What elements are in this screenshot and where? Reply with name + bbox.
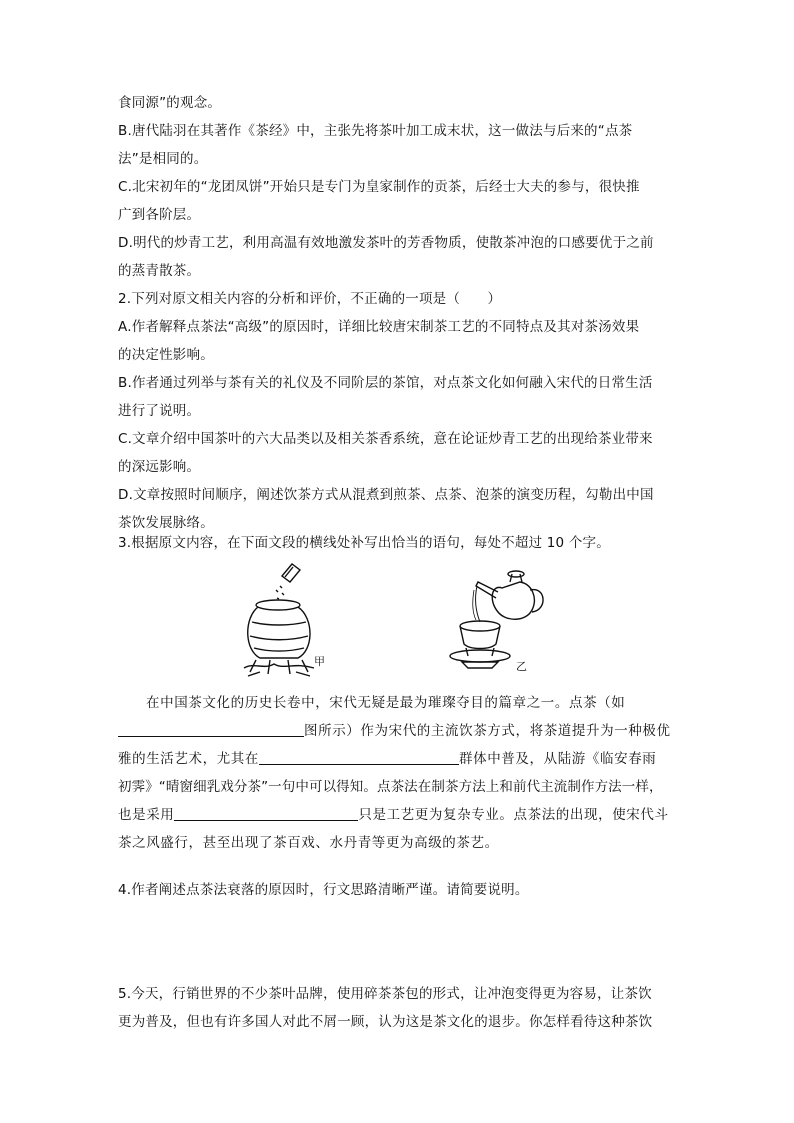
passage-line-6: 茶之风盛行，甚至出现了茶百戏、水丹青等更为高级的茶艺。	[118, 835, 499, 851]
option-c: C.北宋初年的“龙团凤饼”开始只是专门为皇家制作的贡茶，后经士大夫的参与，很快推	[118, 179, 640, 195]
q2-option-c: C.文章介绍中国茶叶的六大品类以及相关茶香系统，意在论证炒青工艺的出现给茶业带来	[118, 431, 653, 447]
question-2: 2.下列对原文相关内容的分析和评价，不正确的一项是（ ）	[118, 291, 502, 307]
boiling-pot-drawing	[244, 564, 314, 676]
question-5: 5.今天，行销世界的不少茶叶品牌，使用碎茶茶包的形式，让冲泡变得更为容易，让茶饮	[118, 986, 652, 1002]
option-a-tail: 食同源”的观念。	[118, 95, 222, 111]
passage-line-3	[118, 749, 656, 769]
question-5-cont: 更为普及，但也有许多国人对此不屑一顾，认为这是茶文化的退步。你怎样看待这种茶饮	[118, 1014, 653, 1030]
option-b-cont: 法”是相同的。	[118, 151, 208, 167]
passage-line-5	[118, 805, 669, 825]
q2-option-b-cont: 进行了说明。	[118, 403, 201, 419]
q2-option-c-cont: 的深远影响。	[118, 459, 201, 475]
passage-line-2	[118, 721, 671, 741]
q2-option-d: D.文章按照时间顺序，阐述饮茶方式从混煮到煎茶、点茶、泡茶的演变历程，勾勒出中国	[118, 487, 654, 503]
answer-blank-3[interactable]	[174, 806, 358, 821]
question-3: 3.根据原文内容，在下面文段的横线处补写出恰当的语句，每处不超过 10 个字。	[118, 535, 610, 551]
passage-line-1: 在中国茶文化的历史长卷中，宋代无疑是最为璀璨夺目的篇章之一。点茶（如	[146, 695, 626, 711]
ewer-cup-drawing	[450, 571, 543, 668]
figure-label-jia: 甲	[314, 655, 325, 668]
passage-line-5b: 只是工艺更为复杂专业。点茶法的出现，使宋代斗	[358, 807, 669, 823]
q2-option-b: B.作者通过列举与茶有关的礼仪及不同阶层的茶馆，对点茶文化如何融入宋代的日常生活	[118, 375, 653, 391]
passage-line-5a: 也是采用	[118, 807, 175, 823]
q2-option-a: A.作者解释点茶法“高级”的原因时，详细比较唐宋制茶工艺的不同特点及其对茶汤效果	[118, 319, 640, 335]
option-c-cont: 广到各阶层。	[118, 207, 201, 223]
q2-option-d-cont: 茶饮发展脉络。	[118, 515, 214, 531]
passage-line-3b: 群体中普及，从陆游《临安春雨	[459, 751, 657, 767]
q2-option-a-cont: 的决定性影响。	[118, 347, 214, 363]
figure-label-yi: 乙	[516, 660, 527, 673]
passage-line-3a: 雅的生活艺术，尤其在	[118, 751, 259, 767]
answer-blank-1[interactable]	[118, 722, 304, 737]
question-4: 4.作者阐述点茶法衰落的原因时，行文思路清晰严谨。请简要说明。	[118, 882, 529, 898]
option-d: D.明代的炒青工艺，利用高温有效地激发茶叶的芳香物质，使散茶冲泡的口感要优于之前	[118, 235, 654, 251]
passage-line-4: 初霁》“晴窗细乳戏分茶”一句中可以得知。点茶法在制茶方法上和前代主流制作方法一样，	[118, 779, 663, 795]
passage-line-2-text: 图所示）作为宋代的主流饮茶方式，将茶道提升为一种极优	[304, 723, 671, 739]
answer-blank-2[interactable]	[259, 750, 459, 765]
option-d-cont: 的蒸青散茶。	[118, 263, 201, 279]
tea-illustration	[230, 560, 570, 680]
option-b: B.唐代陆羽在其著作《茶经》中，主张先将茶叶加工成末状，这一做法与后来的“点茶	[118, 123, 633, 139]
